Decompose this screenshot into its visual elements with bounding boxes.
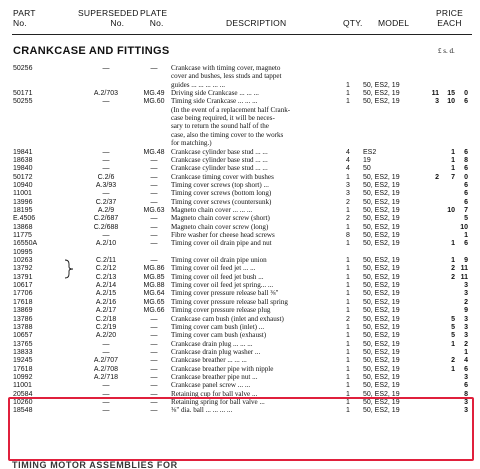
cell-l: 2 xyxy=(435,173,439,181)
cell-sup: — xyxy=(102,65,110,72)
cell-desc: Crankcase cylinder base stud ... ... xyxy=(171,155,268,164)
cell-qty: 1 xyxy=(346,399,350,406)
cell-qty: 1 xyxy=(346,382,350,390)
cell-part: 10940 xyxy=(13,181,33,189)
cell-d: 1 xyxy=(464,348,468,356)
highlighted-rows-box xyxy=(8,397,474,461)
cell-model: 50, ES2, 19 xyxy=(363,357,400,365)
cell-plate: — xyxy=(150,399,158,406)
cell-desc: case being required, it will be neces- xyxy=(171,114,275,123)
cell-desc: Crankcase cam bush (inlet and exhaust) xyxy=(171,314,284,323)
cell-d: 2 xyxy=(464,340,468,348)
cell-sup: A.2/718 xyxy=(93,373,119,381)
cell-part: 16550A xyxy=(13,240,38,248)
cell-desc: Crankcase drain plug ... ... ... xyxy=(171,339,253,348)
cell-model: 50, ES2, 19 xyxy=(363,390,400,398)
cell-model: 50, ES2, 19 xyxy=(363,340,400,348)
cell-plate: MG.49 xyxy=(143,90,165,98)
cell-qty: 1 xyxy=(346,357,350,365)
cell-desc: Crankcase breather pipe nut ... xyxy=(171,372,258,381)
cell-part: 11001 xyxy=(13,190,32,198)
cell-model: 50, ES2, 19 xyxy=(363,90,400,98)
cell-desc: Timing cover oil feed jet ... ... xyxy=(171,264,256,273)
cell-desc: Timing cover oil feed jet bush ... xyxy=(171,272,264,281)
cell-desc: Timing side Crankcase ... ... ... xyxy=(171,97,258,106)
cell-sup: C.2/688 xyxy=(93,223,119,231)
cell-s: 1 xyxy=(451,165,455,173)
cell-s: 5 xyxy=(451,332,455,340)
cell-part: 17706 xyxy=(13,290,33,298)
cell-sup: C.2/18 xyxy=(95,315,117,323)
cell-sup: — xyxy=(102,407,110,415)
cell-part: 19840 xyxy=(13,165,33,173)
cell-plate: MG.88 xyxy=(143,282,165,290)
cell-sup: C.2/687 xyxy=(93,215,119,223)
cell-qty: 1 xyxy=(346,206,350,214)
cell-plate: MG.48 xyxy=(143,148,165,156)
cell-part: 20584 xyxy=(13,390,33,398)
cell-desc: Fibre washer for cheese head screws xyxy=(171,231,275,239)
cell-part: 13868 xyxy=(13,223,33,231)
cell-qty: 1 xyxy=(346,407,350,415)
cell-part: 13833 xyxy=(13,348,33,356)
cell-d: 7 xyxy=(464,206,468,214)
cell-plate: MG.86 xyxy=(143,265,165,273)
cell-plate: — xyxy=(150,165,158,173)
cell-model: 50, ES2, 19 xyxy=(363,307,400,315)
cell-part: 10657 xyxy=(13,332,33,340)
cell-desc: Timing cover oil drain pipe and nut xyxy=(171,239,272,248)
cell-desc: Timing cover cam bush (exhaust) xyxy=(171,331,267,340)
cell-d: 1 xyxy=(464,232,468,239)
cell-model: 50, ES2, 19 xyxy=(363,273,400,281)
header-model: MODEL xyxy=(378,18,410,28)
cell-part: 10995 xyxy=(13,248,33,256)
cell-part: 50256 xyxy=(13,65,33,72)
cell-qty: 1 xyxy=(346,240,350,248)
cell-s: 1 xyxy=(451,340,455,348)
cell-qty: 1 xyxy=(346,282,350,290)
cell-plate: — xyxy=(150,373,158,381)
cell-d: 3 xyxy=(464,290,468,298)
cell-plate: — xyxy=(150,332,158,340)
cell-sup: — xyxy=(102,190,110,198)
cell-sup: A.2/17 xyxy=(95,307,117,315)
cell-sup: A.2/707 xyxy=(93,357,119,365)
cell-qty: 1 xyxy=(346,273,350,281)
cell-desc: Crankcase breather pipe with nipple xyxy=(171,364,274,373)
cell-plate: — xyxy=(150,365,158,373)
cell-sup: — xyxy=(102,382,110,390)
cell-sup: — xyxy=(102,390,110,398)
cell-model: 50, ES2, 19 xyxy=(363,198,400,206)
brace-icon xyxy=(64,259,74,279)
cell-model: 50 xyxy=(363,165,371,173)
cell-sup: — xyxy=(102,348,110,356)
cell-s: 2 xyxy=(451,273,455,281)
cell-desc: Timing cover screws (top short) ... xyxy=(171,180,269,189)
cell-s: 7 xyxy=(451,173,455,181)
cell-desc: Driving side Crankcase ... ... ... xyxy=(171,89,259,98)
cell-model: 50, ES2, 19 xyxy=(363,348,400,356)
cell-sup: A.2/16 xyxy=(95,298,117,306)
header-price-each: PRICE EACH xyxy=(436,8,463,28)
cell-desc: Crankcase cylinder base stud ... ... xyxy=(171,164,268,173)
cell-qty: 8 xyxy=(346,232,350,239)
cell-model: 50, ES2, 19 xyxy=(363,181,400,189)
cell-qty: 1 xyxy=(346,98,350,106)
cell-desc: Crankcase with timing cover, magneto xyxy=(171,64,281,72)
cell-plate: — xyxy=(150,156,158,164)
cell-part: E.4506 xyxy=(13,215,36,223)
cell-l: 11 xyxy=(431,90,439,98)
cell-d: 6 xyxy=(464,98,468,106)
cell-s: 1 xyxy=(451,257,455,265)
cell-qty: 1 xyxy=(346,332,350,340)
cell-d: 6 xyxy=(464,240,468,248)
cell-qty: 3 xyxy=(346,190,350,198)
cell-sup: C.2/19 xyxy=(95,323,117,331)
cell-d: 6 xyxy=(464,382,468,390)
cell-sup: C.2/37 xyxy=(95,198,117,206)
cell-desc: Magneto chain cover screw (short) xyxy=(171,214,270,223)
cell-part: 13788 xyxy=(13,323,33,331)
cell-s: 1 xyxy=(451,365,455,373)
cell-desc: case, also the timing cover to the works xyxy=(171,130,284,139)
cell-qty: 1 xyxy=(346,290,350,298)
cell-plate: MG.60 xyxy=(143,98,165,106)
cell-desc: Crankcase breather ... ... ... xyxy=(171,356,247,365)
cell-desc: cover and bushes, less studs and tappet xyxy=(171,72,282,81)
cell-model: 50, ES2, 19 xyxy=(363,265,400,273)
cell-part: 13996 xyxy=(13,198,33,206)
cell-d: 2 xyxy=(464,298,468,306)
cell-s: 1 xyxy=(451,240,455,248)
cell-part: 13869 xyxy=(13,307,33,315)
cell-part: 11001 xyxy=(13,382,32,390)
cell-plate: — xyxy=(150,257,158,265)
cell-part: 13792 xyxy=(13,265,33,273)
cell-d: 0 xyxy=(464,173,468,181)
cell-model: 50, ES2, 19 xyxy=(363,282,400,290)
cell-qty: 1 xyxy=(346,390,350,398)
cell-d: 6 xyxy=(464,181,468,189)
cell-d: 9 xyxy=(464,257,468,265)
cell-part: 17618 xyxy=(13,365,33,373)
cell-part: 10992 xyxy=(13,373,33,381)
cell-d: 3 xyxy=(464,282,468,290)
cell-model: ES2 xyxy=(363,148,377,156)
cell-plate: — xyxy=(150,407,158,415)
cell-plate: MG.64 xyxy=(143,290,165,298)
cell-part: 18548 xyxy=(13,407,33,415)
cell-sup: — xyxy=(102,148,110,156)
cell-plate: — xyxy=(150,223,158,231)
cell-desc: Timing cover pressure release ball ⅜" xyxy=(171,289,279,298)
currency-columns-label: £ s. d. xyxy=(438,47,455,55)
cell-d: 6 xyxy=(464,148,468,156)
cell-model: 50, ES2, 19 xyxy=(363,81,400,89)
cell-model: 50, ES2, 19 xyxy=(363,98,400,106)
cell-qty: 1 xyxy=(346,373,350,381)
header-part-no: PART No. xyxy=(13,8,36,28)
cell-desc: Magneto chain cover ... ... ... xyxy=(171,205,253,214)
cell-model: 50, ES2, 19 xyxy=(363,223,400,231)
cell-model: 50, ES2, 19 xyxy=(363,290,400,298)
cell-d: 3 xyxy=(464,373,468,381)
cell-part: 18638 xyxy=(13,156,33,164)
cell-d: 6 xyxy=(464,198,468,206)
cell-d: 0 xyxy=(464,90,468,98)
cell-part: 50171 xyxy=(13,90,33,98)
cell-d: 3 xyxy=(464,332,468,340)
header-superseded-no: SUPERSEDED No. xyxy=(78,8,139,28)
cell-desc: Crankcase panel screw ... ... xyxy=(171,381,251,390)
cell-plate: — xyxy=(150,340,158,348)
cell-s: 15 xyxy=(447,90,455,98)
cell-sup: A.3/93 xyxy=(95,181,117,189)
cell-qty: 1 xyxy=(346,265,350,273)
header-qty: QTY. xyxy=(343,18,363,28)
cell-model: 50, ES2, 19 xyxy=(363,365,400,373)
cell-plate: — xyxy=(150,190,158,198)
cell-qty: 4 xyxy=(346,148,350,156)
cell-d: 3 xyxy=(464,399,468,406)
cell-qty: 2 xyxy=(346,215,350,223)
cell-plate: — xyxy=(150,357,158,365)
cell-qty: 1 xyxy=(346,257,350,265)
cell-s: 5 xyxy=(451,323,455,331)
cell-desc: guides ... ... ... ... ... xyxy=(171,80,225,89)
cell-d: 3 xyxy=(464,407,468,415)
cell-qty: 1 xyxy=(346,90,350,98)
cell-sup: C.2/13 xyxy=(95,273,117,281)
cell-plate: — xyxy=(150,323,158,331)
section-title: CRANKCASE AND FITTINGS xyxy=(13,45,170,57)
cell-plate: — xyxy=(150,65,158,72)
cell-part: 10263 xyxy=(13,257,33,265)
cell-sup: A.2/14 xyxy=(95,282,117,290)
cell-qty: 1 xyxy=(346,173,350,181)
cell-s: 1 xyxy=(451,156,455,164)
cell-qty: 1 xyxy=(346,298,350,306)
cell-sup: — xyxy=(102,165,110,173)
cell-d: 3 xyxy=(464,323,468,331)
cell-model: 50, ES2, 19 xyxy=(363,373,400,381)
cell-s: 1 xyxy=(451,148,455,156)
cell-desc: Timing cover screws (bottom long) xyxy=(171,189,272,198)
cell-plate: MG.85 xyxy=(143,273,165,281)
cell-desc: (In the event of a replacement half Crank- xyxy=(171,105,291,114)
cell-plate: MG.66 xyxy=(143,307,165,315)
cell-sup: A.2/20 xyxy=(95,332,117,340)
cell-part: 50255 xyxy=(13,98,33,106)
cell-s: 10 xyxy=(447,98,455,106)
cell-model: 19 xyxy=(363,156,371,164)
cell-sup: — xyxy=(102,232,110,239)
cell-desc: Timing cover pressure release plug xyxy=(171,306,271,315)
cell-sup: C.2/11 xyxy=(95,257,117,265)
header-description: DESCRIPTION xyxy=(226,18,287,28)
cell-desc: Timing cover oil feed jet spring... ... xyxy=(171,281,274,290)
cell-qty: 4 xyxy=(346,156,350,164)
cell-desc: Timing cover cam bush (inlet) ... xyxy=(171,322,265,331)
cell-d: 11 xyxy=(460,273,468,281)
cell-qty: 1 xyxy=(346,323,350,331)
cell-model: 50, ES2, 19 xyxy=(363,232,400,239)
cell-plate: — xyxy=(150,382,158,390)
cell-sup: A.2/10 xyxy=(95,240,117,248)
cell-model: 50, ES2, 19 xyxy=(363,240,400,248)
cell-qty: 2 xyxy=(346,315,350,323)
cell-sup: — xyxy=(102,98,110,106)
cell-part: 13791 xyxy=(13,273,33,281)
cell-model: 50, ES2, 19 xyxy=(363,206,400,214)
cell-desc: Crankcase drain plug washer ... xyxy=(171,347,261,356)
cell-d: 6 xyxy=(464,365,468,373)
cell-qty: 1 xyxy=(346,348,350,356)
cell-model: 50, ES2, 19 xyxy=(363,215,400,223)
cell-part: 19245 xyxy=(13,357,33,365)
cell-s: 5 xyxy=(451,315,455,323)
cell-model: 50, ES2, 19 xyxy=(363,323,400,331)
cell-desc: Timing cover pressure release ball spring xyxy=(171,297,288,306)
cell-sup: — xyxy=(102,156,110,164)
cell-qty: 1 xyxy=(346,223,350,231)
cell-d: 8 xyxy=(464,156,468,164)
cell-model: 50, ES2, 19 xyxy=(363,190,400,198)
cell-sup: A.2/703 xyxy=(93,90,119,98)
cell-sup: A.2/708 xyxy=(93,365,119,373)
cell-sup: — xyxy=(102,399,110,406)
cell-qty: 3 xyxy=(346,181,350,189)
cell-s: 2 xyxy=(451,357,455,365)
cell-part: 19841 xyxy=(13,148,33,156)
cell-sup: C.2/12 xyxy=(95,265,117,273)
cell-desc: Crankcase timing cover with bushes xyxy=(171,172,274,181)
cell-qty: 1 xyxy=(346,340,350,348)
cell-plate: MG.65 xyxy=(143,298,165,306)
cell-d: 6 xyxy=(464,165,468,173)
cell-part: 13765 xyxy=(13,340,33,348)
cell-sup: A.2/9 xyxy=(97,206,115,214)
cell-d: 4 xyxy=(464,357,468,365)
cell-plate: — xyxy=(150,390,158,398)
cell-s: 2 xyxy=(451,265,455,273)
cell-part: 10260 xyxy=(13,399,33,406)
cell-sup: A.2/15 xyxy=(95,290,117,298)
cell-d: 6 xyxy=(464,190,468,198)
cell-d: 8 xyxy=(464,390,468,398)
cell-plate: — xyxy=(150,181,158,189)
cell-plate: — xyxy=(150,240,158,248)
header-rule xyxy=(12,34,472,35)
cell-desc: sary to return the sound half of the xyxy=(171,122,269,131)
cell-plate: — xyxy=(150,348,158,356)
cell-plate: — xyxy=(150,198,158,206)
cell-model: 50, ES2, 19 xyxy=(363,173,400,181)
cell-qty: 1 xyxy=(346,81,350,89)
cell-part: 18195 xyxy=(13,206,33,214)
cell-desc: ⅜" dia. ball ... ... ... ... xyxy=(171,406,233,415)
header-plate-no: PLATE No. xyxy=(140,8,168,28)
cell-part: 50172 xyxy=(13,173,33,181)
cell-qty: 2 xyxy=(346,198,350,206)
cell-plate: — xyxy=(150,215,158,223)
cell-d: 9 xyxy=(464,307,468,315)
cell-desc: Timing cover oil drain pipe union xyxy=(171,256,267,265)
cell-model: 50, ES2, 19 xyxy=(363,382,400,390)
cell-d: 3 xyxy=(464,315,468,323)
cell-desc: Crankcase cylinder base stud ... ... xyxy=(171,147,268,156)
cell-qty: 1 xyxy=(346,365,350,373)
cell-plate: MG.63 xyxy=(143,206,165,214)
cell-d: 5 xyxy=(464,215,468,223)
cell-model: 50, ES2, 19 xyxy=(363,407,400,415)
cell-s: 10 xyxy=(447,206,455,214)
cell-qty: 4 xyxy=(346,165,350,173)
cell-desc: for matching.) xyxy=(171,139,212,148)
cell-qty: 1 xyxy=(346,307,350,315)
cell-part: 11775 xyxy=(13,232,32,239)
cell-desc: Magneto chain cover screw (long) xyxy=(171,222,269,231)
cell-model: 50, ES2, 19 xyxy=(363,332,400,340)
cell-plate: — xyxy=(150,173,158,181)
next-section-title-cutoff: TIMING MOTOR ASSEMBLIES FOR xyxy=(12,460,178,469)
cell-d: 11 xyxy=(460,265,468,273)
cell-model: 50, ES2, 19 xyxy=(363,315,400,323)
cell-sup: — xyxy=(102,340,110,348)
cell-model: 50, ES2, 19 xyxy=(363,298,400,306)
cell-part: 17618 xyxy=(13,298,33,306)
cell-sup: C.2/6 xyxy=(97,173,115,181)
cell-plate: — xyxy=(150,232,158,239)
cell-desc: Retaining cup for ball valve ... xyxy=(171,389,258,398)
cell-desc: Timing cover screws (countersunk) xyxy=(171,197,272,206)
cell-part: 13786 xyxy=(13,315,33,323)
cell-part: 10617 xyxy=(13,282,33,290)
cell-model: 50, ES2, 19 xyxy=(363,257,400,265)
cell-l: 3 xyxy=(435,98,439,106)
cell-d: 10 xyxy=(460,223,468,231)
cell-desc: Retaining spring for ball valve ... xyxy=(171,398,265,406)
cell-plate: — xyxy=(150,315,158,323)
cell-model: 50, ES2, 19 xyxy=(363,399,400,406)
